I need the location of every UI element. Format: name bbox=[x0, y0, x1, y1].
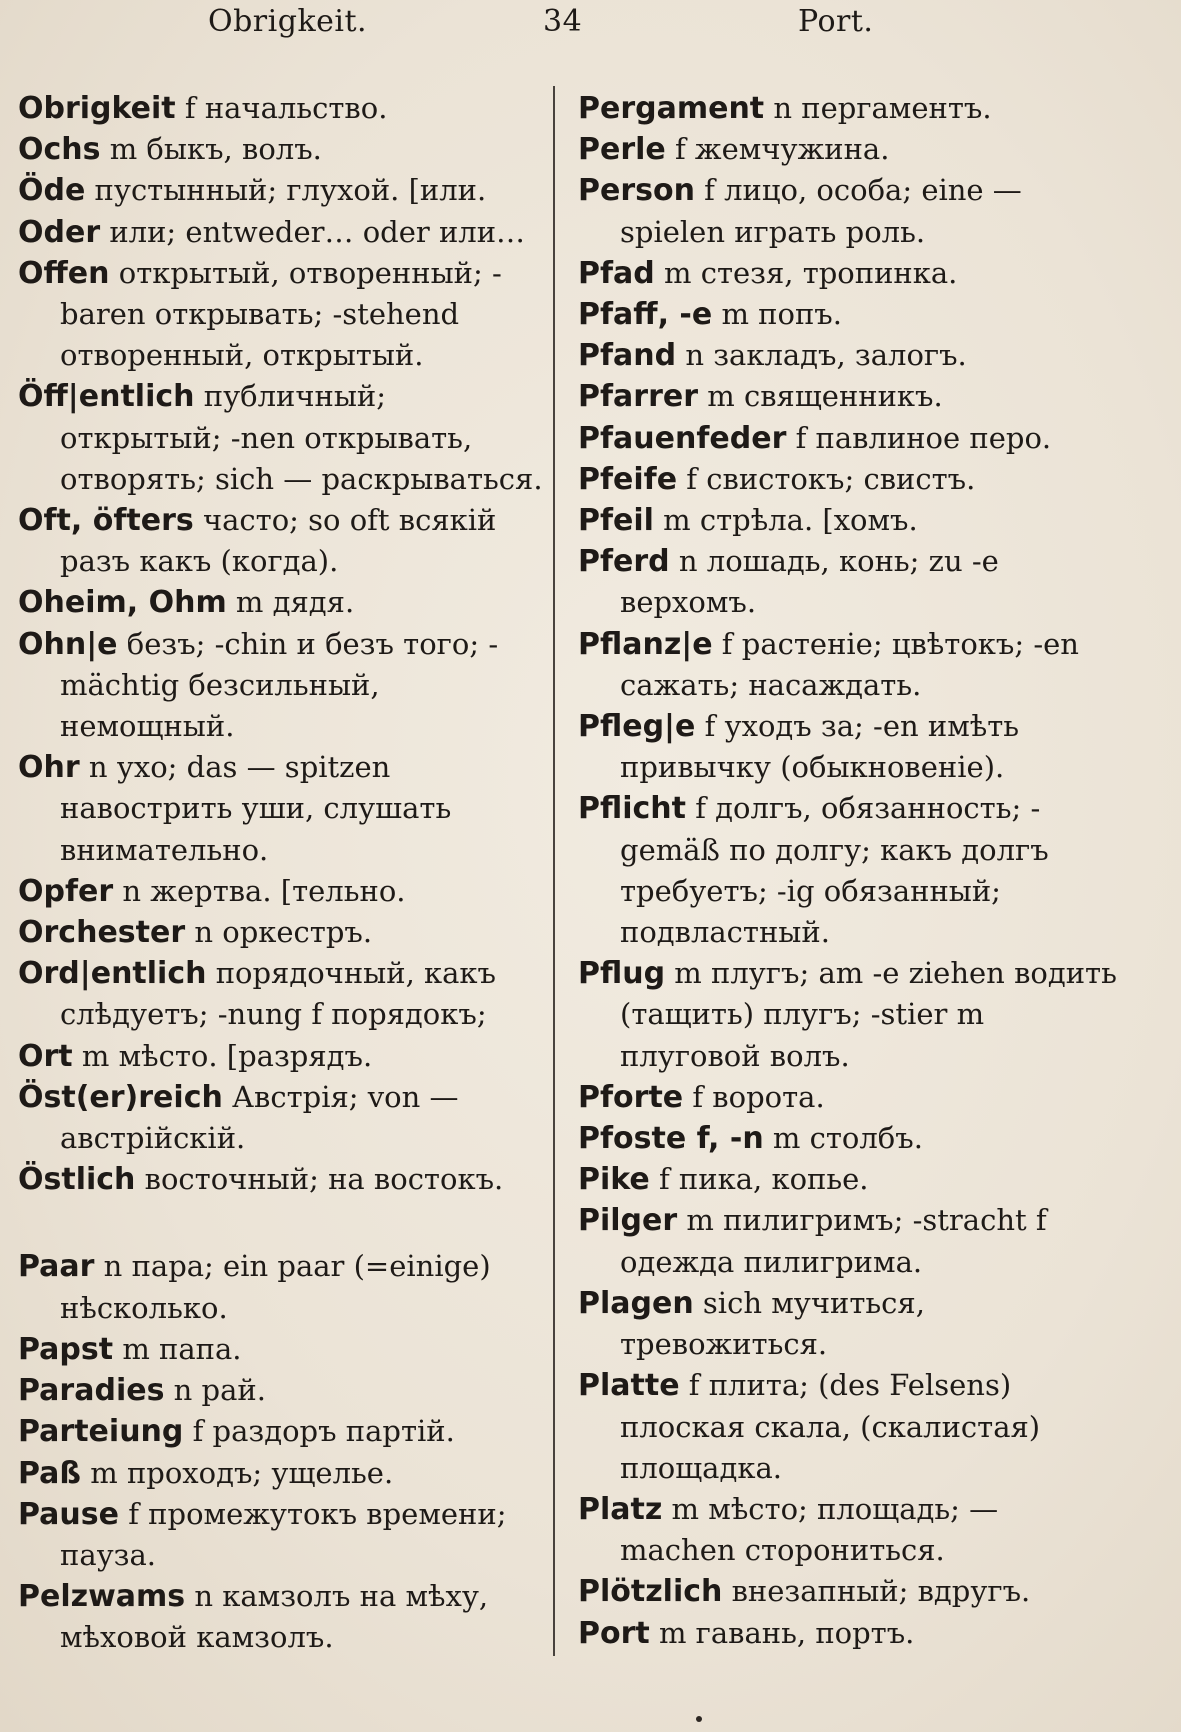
entry-headword: Ord|entlich bbox=[18, 956, 207, 992]
entry-headword: Pflanz|e bbox=[578, 626, 713, 662]
dictionary-entry bbox=[578, 1200, 1118, 1282]
entry-headword: Ohn|e bbox=[18, 626, 118, 662]
dictionary-entry bbox=[18, 1576, 548, 1658]
header-right-guide-word: Port. bbox=[798, 4, 874, 39]
entry-definition: n закладъ, залогъ. bbox=[676, 338, 967, 373]
dictionary-entry bbox=[578, 418, 1118, 459]
dictionary-entry bbox=[578, 706, 1118, 788]
entry-definition: n жертва. [тельно. bbox=[113, 873, 406, 908]
dictionary-entry bbox=[18, 624, 548, 748]
entry-definition: m проходъ; ущелье. bbox=[81, 1455, 394, 1490]
entry-definition: f жемчужина. bbox=[665, 132, 890, 167]
running-header bbox=[0, 0, 1181, 50]
page-number: 34 bbox=[543, 4, 583, 39]
entry-headword: Person bbox=[578, 173, 695, 209]
column-divider bbox=[553, 86, 555, 1656]
entry-headword: Öde bbox=[18, 173, 86, 209]
left-column bbox=[18, 88, 548, 1659]
entry-headword: Opfer bbox=[18, 873, 114, 909]
entry-headword: Pflicht bbox=[578, 791, 686, 827]
entry-headword: Östlich bbox=[18, 1162, 136, 1198]
dictionary-entry bbox=[578, 788, 1118, 953]
entry-definition: f долгъ, обязанность; -gemäß по долгу; какъ долгъ требуетъ; -ig обязанный; подвластный. bbox=[620, 791, 1049, 950]
right-column bbox=[578, 88, 1118, 1654]
entry-definition: n оркестръ. bbox=[185, 915, 373, 950]
print-mark bbox=[696, 1716, 702, 1722]
entry-definition: m стрѣла. [хомъ. bbox=[653, 503, 918, 538]
entry-headword: Pause bbox=[18, 1496, 119, 1532]
entry-headword: Pflug bbox=[578, 956, 666, 992]
dictionary-entry bbox=[578, 1118, 1118, 1159]
dictionary-entry bbox=[578, 1365, 1118, 1489]
dictionary-entry bbox=[578, 1077, 1118, 1118]
entry-definition: m столбъ. bbox=[763, 1121, 923, 1156]
dictionary-entry bbox=[18, 1246, 548, 1328]
entry-headword: Platz bbox=[578, 1491, 663, 1527]
dictionary-entry bbox=[18, 500, 548, 582]
dictionary-entry bbox=[18, 88, 548, 129]
entry-headword: Pfarrer bbox=[578, 379, 699, 415]
entry-headword: Oft, öfters bbox=[18, 503, 194, 539]
entry-definition: m плугъ; am -e ziehen водить (тащить) плугъ; -stier m плуговой волъ. bbox=[620, 956, 1117, 1073]
dictionary-entry bbox=[18, 1453, 548, 1494]
dictionary-entry bbox=[578, 294, 1118, 335]
entry-definition: m мѣсто. [разрядъ. bbox=[72, 1038, 373, 1073]
entry-definition: sich мучиться, тревожиться. bbox=[620, 1285, 925, 1362]
dictionary-entry bbox=[578, 624, 1118, 706]
entry-definition: Австрія; von — австрійскій. bbox=[60, 1079, 459, 1156]
entry-definition: безъ; -chin и безъ того; -mächtig безсильный, немощный. bbox=[60, 626, 499, 744]
entry-headword: Paar bbox=[18, 1249, 95, 1285]
entry-definition: m попъ. bbox=[712, 297, 842, 332]
dictionary-entry bbox=[18, 1329, 548, 1370]
entry-definition: f лицо, особа; eine — spielen играть роль. bbox=[620, 173, 1022, 249]
entry-headword: Plagen bbox=[578, 1285, 694, 1321]
entry-headword: Paß bbox=[18, 1455, 82, 1491]
dictionary-entry bbox=[578, 1571, 1118, 1612]
dictionary-entry bbox=[18, 871, 548, 912]
entry-definition: m мѣсто; площадь; — machen сторониться. bbox=[620, 1491, 999, 1568]
dictionary-entry bbox=[578, 1613, 1118, 1654]
entry-headword: Pferd bbox=[578, 544, 670, 580]
dictionary-entry bbox=[578, 88, 1118, 129]
entry-definition: m священникъ. bbox=[698, 379, 943, 414]
entry-headword: Oheim, Ohm bbox=[18, 585, 227, 621]
dictionary-entry bbox=[578, 459, 1118, 500]
entry-definition: пустынный; глухой. [или. bbox=[85, 173, 487, 208]
entry-definition: открытый, отворенный; -baren открывать; -stehend отворенный, открытый. bbox=[60, 255, 502, 373]
dictionary-entry bbox=[18, 1411, 548, 1452]
entry-definition: порядочный, какъ слѣдуетъ; -nung f порядокъ; bbox=[60, 956, 497, 1032]
entry-headword: Orchester bbox=[18, 915, 186, 951]
dictionary-entry bbox=[18, 1159, 548, 1200]
entry-definition: m папа. bbox=[113, 1331, 242, 1366]
dictionary-entry bbox=[18, 1494, 548, 1576]
entry-definition: n камзолъ на мѣху, мѣховой камзолъ. bbox=[60, 1579, 489, 1655]
entry-headword: Pike bbox=[578, 1162, 650, 1198]
entry-headword: Platte bbox=[578, 1368, 680, 1404]
dictionary-entry bbox=[18, 129, 548, 170]
entry-definition: n пергаментъ. bbox=[764, 91, 992, 125]
entry-headword: Ort bbox=[18, 1038, 73, 1074]
entry-headword: Pergament bbox=[578, 91, 765, 126]
entry-definition: m стезя, тропинка. bbox=[654, 255, 958, 290]
entry-definition: m дядя. bbox=[226, 585, 355, 620]
entry-headword: Pelzwams bbox=[18, 1579, 186, 1615]
entry-headword: Obrigkeit bbox=[18, 91, 176, 126]
dictionary-entry bbox=[18, 953, 548, 1035]
header-left-guide-word: Obrigkeit. bbox=[208, 4, 368, 39]
entry-definition: f ворота. bbox=[683, 1079, 825, 1114]
entry-headword: Offen bbox=[18, 255, 110, 291]
dictionary-entry bbox=[578, 253, 1118, 294]
dictionary-entry bbox=[578, 541, 1118, 623]
entry-headword: Öff|entlich bbox=[18, 379, 195, 415]
entry-definition: f промежутокъ времени; пауза. bbox=[60, 1496, 507, 1572]
entry-headword: Pfeil bbox=[578, 503, 654, 539]
entry-definition: публичный; открытый; -nen открывать, отворять; sich — раскрываться. bbox=[60, 379, 543, 496]
entry-headword: Pfad bbox=[578, 255, 655, 291]
entry-definition: f растеніе; цвѣтокъ; -en сажать; насаждать. bbox=[620, 626, 1079, 702]
entry-headword: Ochs bbox=[18, 132, 101, 168]
dictionary-entry bbox=[578, 953, 1118, 1077]
dictionary-entry bbox=[578, 335, 1118, 376]
entry-definition: f уходъ за; -en имѣть привычку (обыкновеніе). bbox=[620, 709, 1020, 785]
dictionary-entry bbox=[578, 1489, 1118, 1571]
entry-definition: n лошадь, конь; zu -e верхомъ. bbox=[620, 544, 999, 620]
dictionary-entry bbox=[18, 212, 548, 253]
entry-definition: n ухо; das — spitzen навострить уши, слушать внимательно. bbox=[60, 750, 452, 867]
entry-definition: f начальство. bbox=[175, 91, 388, 125]
entry-definition: f павлиное перо. bbox=[786, 420, 1052, 455]
dictionary-entry bbox=[578, 500, 1118, 541]
dictionary-entry bbox=[18, 1077, 548, 1159]
entry-definition: часто; so oft всякій разъ какъ (когда). bbox=[60, 503, 497, 579]
entry-headword: Papst bbox=[18, 1331, 114, 1367]
entry-definition: f раздоръ партій. bbox=[183, 1414, 455, 1449]
entry-headword: Port bbox=[578, 1615, 650, 1651]
dictionary-entry bbox=[18, 582, 548, 623]
entry-headword: Pfeife bbox=[578, 461, 678, 497]
entry-headword: Paradies bbox=[18, 1373, 165, 1409]
dictionary-entry bbox=[18, 376, 548, 500]
entry-definition: восточный; на востокъ. bbox=[135, 1162, 504, 1197]
entry-headword: Plötzlich bbox=[578, 1574, 723, 1610]
entry-headword: Pilger bbox=[578, 1203, 678, 1239]
entry-definition: внезапный; вдругъ. bbox=[722, 1574, 1031, 1609]
dictionary-entry bbox=[18, 253, 548, 377]
entry-definition: m пилигримъ; -stracht f одежда пилигрима. bbox=[620, 1203, 1047, 1279]
entry-headword: Pfoste f, -n bbox=[578, 1121, 764, 1157]
dictionary-entry bbox=[18, 1370, 548, 1411]
dictionary-entry bbox=[578, 170, 1118, 252]
entry-headword: Pfaff, -e bbox=[578, 297, 713, 333]
entry-headword: Perle bbox=[578, 132, 666, 168]
entry-definition: n пара; ein paar (=einige) нѣсколько. bbox=[60, 1249, 491, 1325]
dictionary-entry bbox=[18, 170, 548, 211]
entry-headword: Oder bbox=[18, 214, 101, 250]
dictionary-entry bbox=[578, 129, 1118, 170]
entry-definition: m гавань, портъ. bbox=[649, 1615, 915, 1650]
entry-definition: или; entweder… oder или… bbox=[100, 214, 526, 249]
entry-headword: Parteiung bbox=[18, 1414, 184, 1450]
entry-headword: Pfleg|e bbox=[578, 709, 696, 745]
entry-definition: n рай. bbox=[164, 1373, 266, 1408]
dictionary-entry bbox=[18, 747, 548, 871]
entry-definition: f свистокъ; свистъ. bbox=[677, 461, 976, 496]
dictionary-entry bbox=[578, 376, 1118, 417]
dictionary-entry bbox=[578, 1283, 1118, 1365]
entry-headword: Pfand bbox=[578, 338, 677, 374]
entry-headword: Ohr bbox=[18, 750, 80, 786]
entry-headword: Pfauenfeder bbox=[578, 420, 787, 456]
entry-headword: Öst(er)reich bbox=[18, 1079, 223, 1115]
dictionary-entry bbox=[578, 1159, 1118, 1200]
entry-headword: Pforte bbox=[578, 1079, 684, 1115]
entry-definition: f пика, копье. bbox=[649, 1162, 869, 1197]
dictionary-entry bbox=[18, 1036, 548, 1077]
entry-definition: f плита; (des Felsens) плоская скала, (скалистая) площадка. bbox=[620, 1368, 1041, 1485]
entry-definition: m быкъ, волъ. bbox=[100, 132, 322, 167]
dictionary-entry bbox=[18, 912, 548, 953]
